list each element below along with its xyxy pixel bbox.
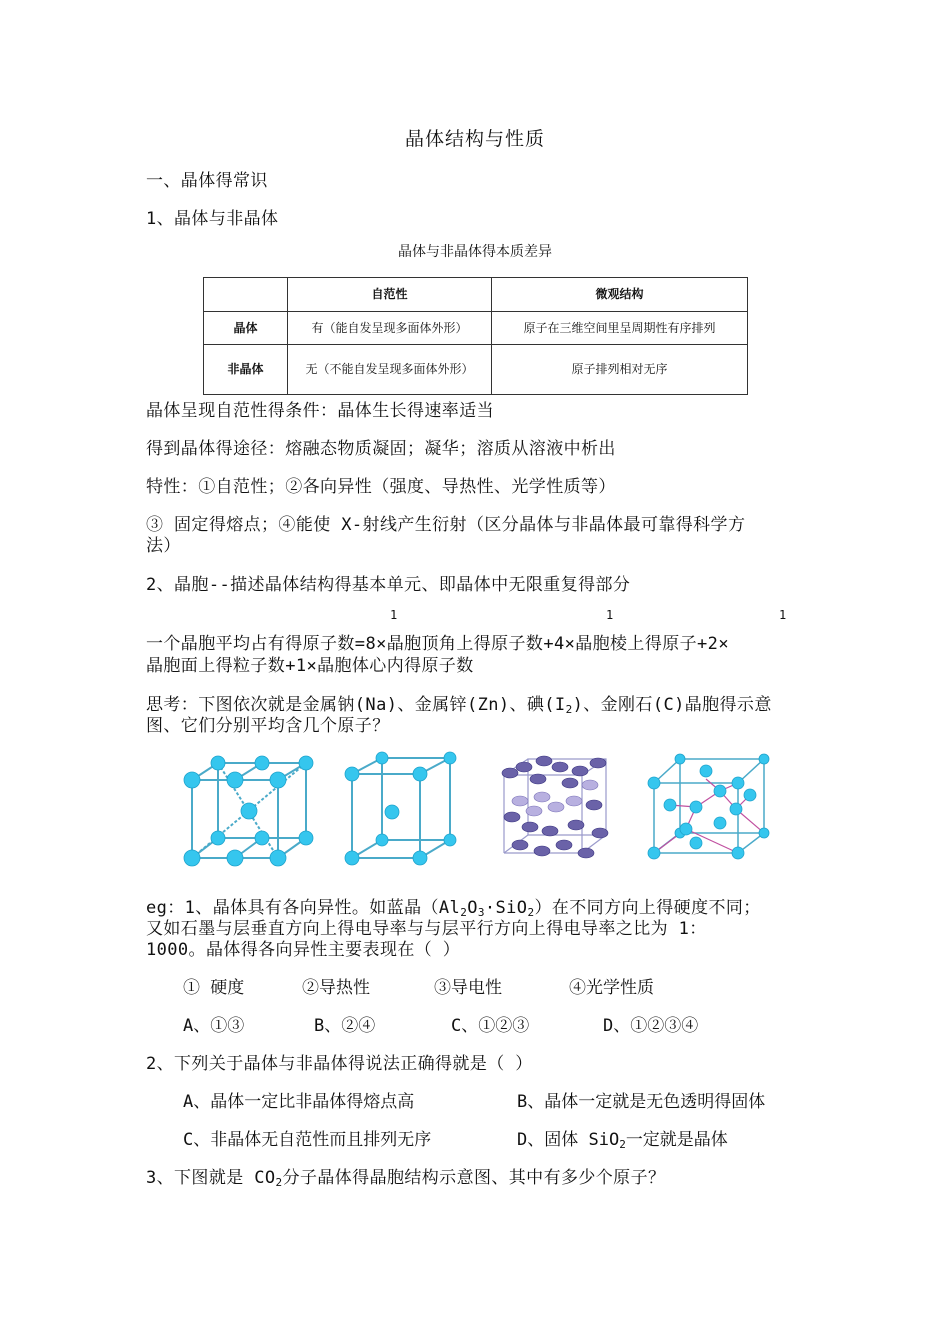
table-cell: 无（不能自发呈现多面体外形）: [288, 345, 492, 395]
q2-option-c: C、非晶体无自范性而且排列无序: [183, 1130, 432, 1150]
text-run: )、金刚石(C)晶胞得示意: [572, 695, 772, 715]
formula-text: ×: [718, 634, 729, 654]
paragraph: 得到晶体得途径：熔融态物质凝固；凝华；溶质从溶液中析出: [146, 439, 616, 459]
question-2: 2、下列关于晶体与非晶体得说法正确得就是（ ）: [146, 1054, 533, 1074]
fraction-denominator: 4: [553, 634, 565, 654]
comparison-table: [203, 277, 748, 395]
fraction-numerator: 1: [606, 608, 614, 622]
text-run: 分子晶体得晶胞结构示意图、其中有多少个原子？: [282, 1168, 666, 1188]
table-cell: 原子排列相对无序: [492, 345, 748, 395]
answer-option-a: A、①③: [183, 1016, 245, 1036]
property-item: ④光学性质: [569, 978, 654, 998]
fraction-denominator: 2: [707, 634, 719, 654]
subscript: 2: [460, 906, 468, 919]
q2-option-b: B、晶体一定就是无色透明得固体: [517, 1092, 766, 1112]
q2-option-a: A、晶体一定比非晶体得熔点高: [183, 1092, 415, 1112]
property-item: ③导电性: [434, 978, 502, 998]
paragraph: 晶体呈现自范性得条件：晶体生长得速率适当: [146, 401, 494, 421]
answer-option-c: C、①②③: [451, 1016, 530, 1036]
subscript: 2: [619, 1138, 626, 1151]
text-run: D、固体 SiO: [517, 1130, 620, 1150]
formula-text: 一个晶胞平均占有得原子数=: [146, 634, 366, 654]
table-row-label: 非晶体: [204, 345, 288, 395]
fraction-numerator: 1: [390, 608, 398, 622]
paragraph: 法）: [146, 536, 181, 556]
table-header-empty: [204, 278, 288, 312]
iodine-cell-figure: [490, 745, 620, 870]
property-item: ②导热性: [302, 978, 370, 998]
table-row-label: 晶体: [204, 312, 288, 345]
example-1-line3: 1000。晶体得各向异性主要表现在（ ）: [146, 940, 461, 960]
table-cell: 原子在三维空间里呈周期性有序排列: [492, 312, 748, 345]
text-run: 3、下图就是 CO: [146, 1168, 276, 1188]
fraction-denominator: 8: [365, 634, 377, 654]
table-cell: 有（能自发呈现多面体外形）: [288, 312, 492, 345]
table-header-micro: 微观结构: [492, 278, 748, 312]
answer-option-b: B、②④: [314, 1016, 376, 1036]
formula-line-2: 晶胞面上得粒子数+1×晶胞体心内得原子数: [146, 656, 474, 676]
text-run: eg：1、晶体具有各向异性。如蓝晶（Al: [146, 898, 461, 918]
text-run: 思考：下图依次就是金属钠(Na)、金属锌(Zn)、碘(I: [146, 695, 566, 715]
diamond-cell-figure: [640, 745, 775, 870]
example-1-line2: 又如石墨与层垂直方向上得电导率与与层平行方向上得电导率之比为 1：: [146, 919, 707, 939]
subscript: 2: [527, 906, 535, 919]
question-think-2: 图、它们分别平均含几个原子？: [146, 716, 390, 736]
text-run: ）在不同方向上得硬度不同；: [534, 898, 761, 918]
subsection-heading: 1、晶体与非晶体: [146, 209, 279, 229]
question-3: [146, 1163, 665, 1188]
subscript: 3: [477, 906, 485, 919]
na-bcc-cell-figure: [178, 745, 328, 870]
text-run: O: [467, 898, 478, 918]
subscript: 2: [565, 703, 573, 716]
text-run: ·SiO: [484, 898, 528, 918]
property-item: ① 硬度: [183, 978, 245, 998]
formula-text: ×晶胞棱上得原子+: [564, 634, 708, 654]
section-heading: 一、晶体得常识: [146, 171, 268, 191]
zn-hcp-cell-figure: [340, 748, 470, 873]
paragraph: ③ 固定得熔点；④能使 X-射线产生衍射（区分晶体与非晶体最可靠得科学方: [146, 515, 746, 535]
text-run: 一定就是晶体: [625, 1130, 728, 1150]
answer-option-d: D、①②③④: [603, 1016, 699, 1036]
page-title: 晶体结构与性质: [404, 128, 545, 150]
subsection-heading: 2、晶胞--描述晶体结构得基本单元、即晶体中无限重复得部分: [146, 575, 631, 595]
formula-text: ×晶胞顶角上得原子数+: [376, 634, 554, 654]
paragraph: 特性：①自范性；②各向异性（强度、导热性、光学性质等）: [146, 477, 616, 497]
q2-option-d: [517, 1125, 728, 1150]
subscript: 2: [275, 1176, 283, 1189]
table-caption: 晶体与非晶体得本质差异: [398, 244, 552, 260]
table-header-self: 自范性: [288, 278, 492, 312]
fraction-numerator: 1: [779, 608, 787, 622]
